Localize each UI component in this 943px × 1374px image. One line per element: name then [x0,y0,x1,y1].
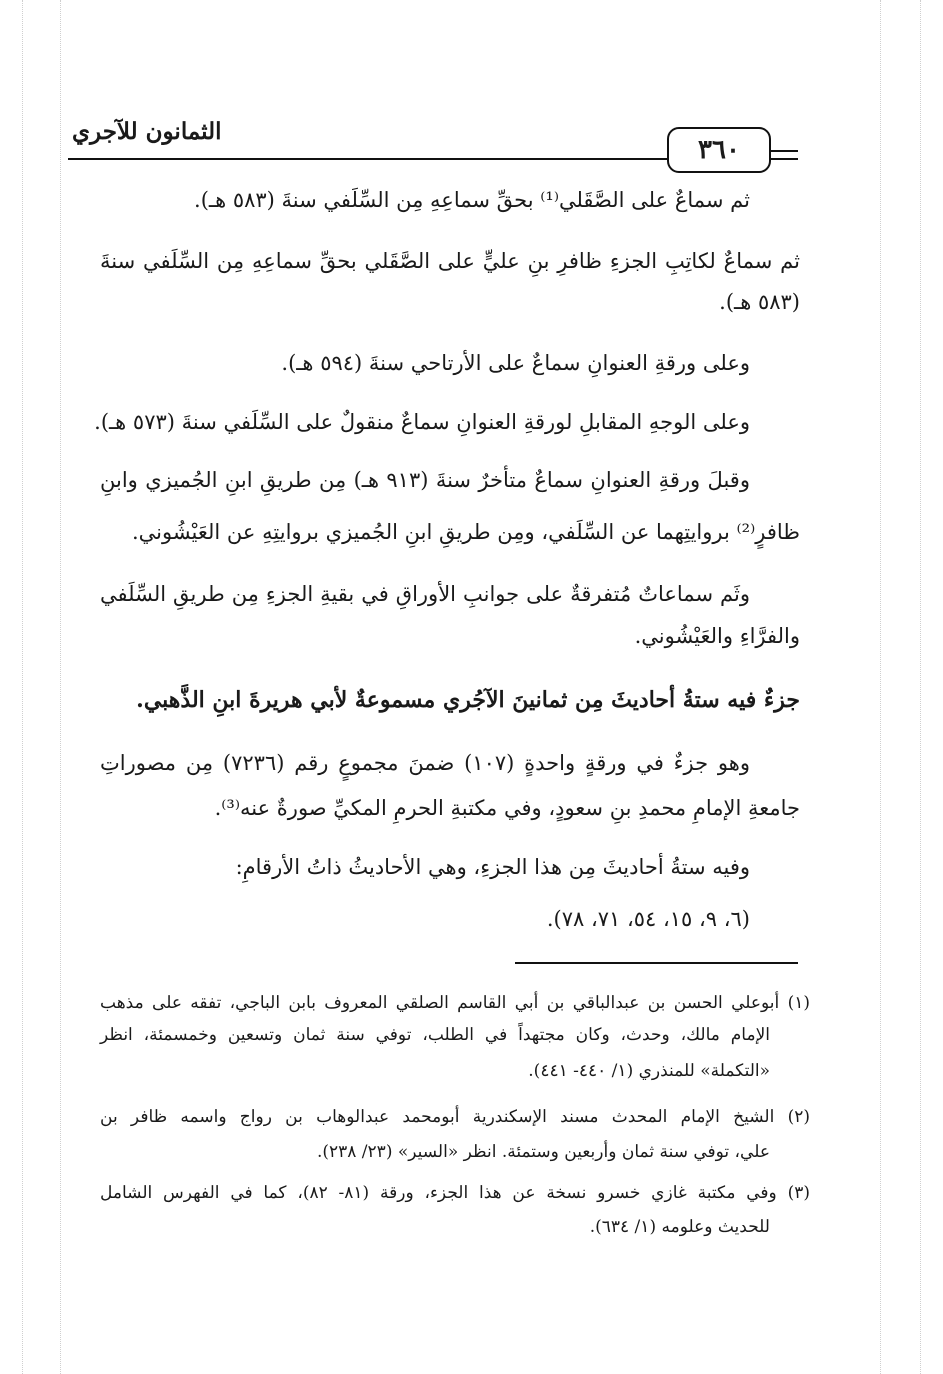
body-line: وقبلَ ورقةِ العنوانِ سماعٌ متأخرٌ سنةَ (٩١٣ هـ) مِن طريقِ ابنِ الجُميزي وابنِ [100,468,750,492]
body-line: وثَم سماعاتٌ مُتفرقةٌ على جوانبِ الأوراقِ في بقيةِ الجزءِ مِن طريقِ السِّلَفي [100,582,750,606]
body-line: (٦، ٩، ١٥، ٥٤، ٧١، ٧٨). [546,907,750,931]
body-line: ظافرٍ⁽²⁾ بروايتِهما عن السِّلَفي، ومِن طريقِ ابنِ الجُميزي بروايتِهِ عن العَيْشُوني. [131,520,800,544]
footnote-line: (٢) الشيخ الإمام المحدث مسند الإسكندرية أبومحمد عبدالوهاب بن رواج واسمه ظافر بن [100,1107,810,1127]
footnote-line: (٣) وفي مكتبة غازي خسرو نسخة عن هذا الجزء، ورقة (٨١- ٨٢)، كما في الفهرس الشامل [100,1183,810,1203]
running-header-title: الثمانون للآجري [72,118,222,145]
body-line: والفرَّاءِ والعَيْشُوني. [634,624,800,648]
scan-guide [920,0,921,1374]
scan-guide [60,0,61,1374]
header-rule [68,158,668,160]
footnote-line: للحديث وعلومه (١/ ٦٣٤). [589,1217,770,1237]
body-line: (٥٨٣ هـ). [719,290,800,314]
footnote-separator [515,962,798,964]
body-line: وعلى الوجهِ المقابلِ لورقةِ العنوانِ سماعٌ منقولٌ على السِّلَفي سنةَ (٥٧٣ هـ). [94,410,750,434]
footnote-line: (١) أبوعلي الحسن بن عبدالباقي بن أبي القاسم الصلقي المعروف بابن الباجي، تفقه على مذهب [100,993,810,1013]
section-heading: جزءٌ فيه ستةُ أحاديثَ مِن ثمانينَ الآجُري مسموعةٌ لأبي هريرةَ ابنِ الذَّهبي. [136,687,800,713]
body-line: جامعةِ الإمامِ محمدِ بنِ سعودٍ، وفي مكتبةِ الحرمِ المكيِّ صورةٌ عنه⁽³⁾. [214,796,800,820]
page-number: ٣٦٠ [667,127,771,173]
body-line: وعلى ورقةِ العنوانِ سماعٌ على الأرتاحي سنةَ (٥٩٤ هـ). [281,351,750,375]
footnote-line: علي، توفي سنة ثمان وأربعين وستمئة. انظر «السير» (٢٣/ ٢٣٨). [316,1142,770,1162]
header-rule [768,150,798,152]
scan-guide [880,0,881,1374]
body-line: وهو جزءٌ في ورقةٍ واحدةٍ (١٠٧) ضمنَ مجموعٍ رقم (٧٢٣٦) مِن مصوراتِ [100,751,750,775]
body-line: وفيه ستةُ أحاديثَ مِن هذا الجزءِ، وهي الأحاديثُ ذاتُ الأرقامِ: [235,855,750,879]
body-line: ثم سماعٌ لكاتِبِ الجزءِ ظافرِ بنِ عليٍّ على الصَّقَلي بحقِّ سماعِهِ مِن السِّلَفي سنةَ [100,249,800,273]
scan-guide [22,0,23,1374]
body-line: ثم سماعٌ على الصَّقَلي⁽¹⁾ بحقِّ سماعِهِ مِن السِّلَفي سنةَ (٥٨٣ هـ). [194,188,750,212]
footnote-line: الإمام مالك، وحدث، وكان مجتهداً في الطلب، توفي سنة ثمان وتسعين وخمسمئة، انظر [100,1025,770,1045]
header-rule [768,158,798,160]
footnote-line: «التكملة» للمنذري (١/ ٤٤٠- ٤٤١). [528,1061,770,1081]
